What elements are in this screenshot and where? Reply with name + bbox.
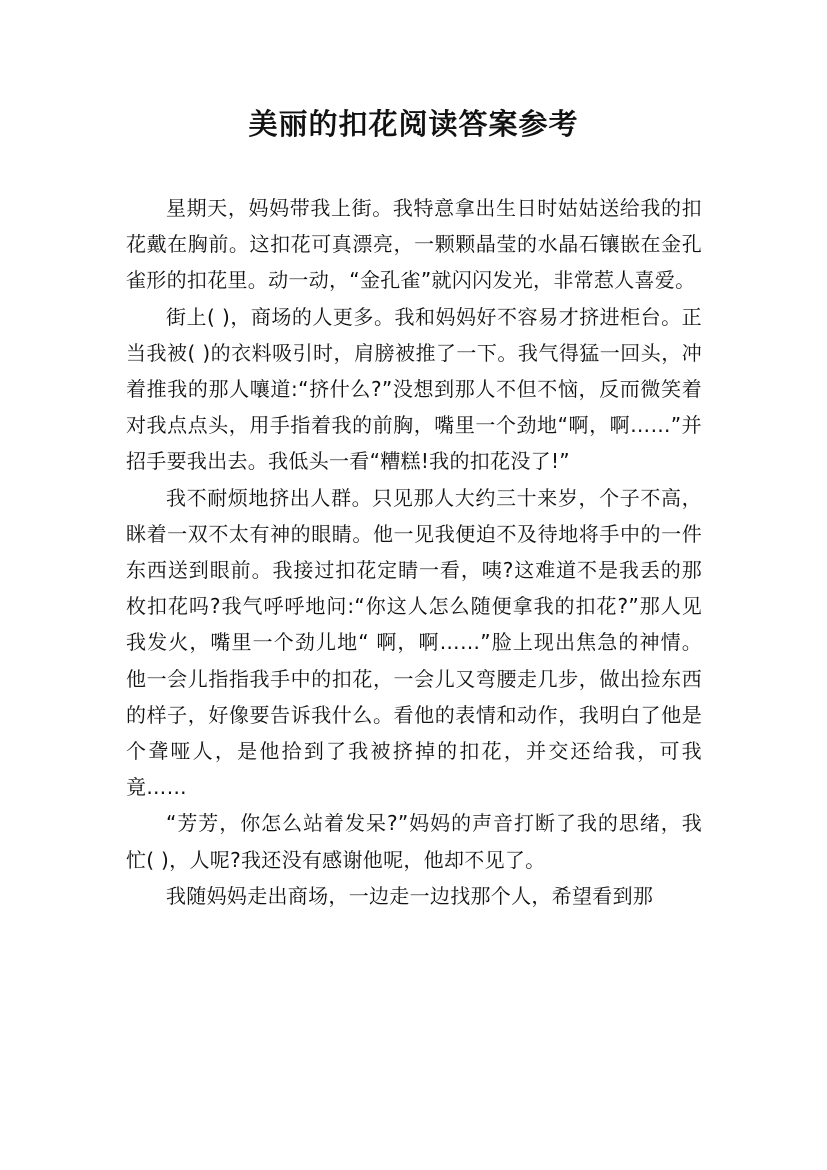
paragraph-3: 我不耐烦地挤出人群。只见那人大约三十来岁，个子不高，眯着一双不太有神的眼睛。他一见我便迫不及待地将手中的一件东西送到眼前。我接过扣花定睛一看，咦?这难道不是我丢的那枚扣花吗?我气呼呼地问:“你这人怎么随便拿我的扣花?”那人见我发火，嘴里一个劲儿地“ 啊，啊……”脸上现出焦急的神情。他一会儿指指我手中的扣花，一会儿又弯腰走几步，做出捡东西的样子，好像要告诉我什么。看他的表情和动作，我明白了他是个聋哑人，是他拾到了我被挤掉的扣花，并交还给我，可我竟……	[126, 485, 702, 800]
document-body	[126, 190, 702, 914]
paragraph-5: 我随妈妈走出商场，一边走一边找那个人，希望看到那	[166, 883, 654, 908]
paragraph-2: 街上( )，商场的人更多。我和妈妈好不容易才挤进柜台。正当我被( )的衣料吸引时，肩膀被推了一下。我气得猛一回头，冲着推我的那人嚷道:“挤什么?”没想到那人不但不恼，反而微笑着对我点点头，用手指着我的前胸，嘴里一个劲地“啊，啊……”并招手要我出去。我低头一看“糟糕!我的扣花没了!”	[126, 304, 702, 474]
paragraph-1: 星期天，妈妈带我上街。我特意拿出生日时姑姑送给我的扣花戴在胸前。这扣花可真漂亮，一颗颗晶莹的水晶石镶嵌在金孔雀形的扣花里。动一动，“金孔雀”就闪闪发光，非常惹人喜爱。	[126, 196, 702, 293]
paragraph-4: “芳芳，你怎么站着发呆?”妈妈的声音打断了我的思绪，我忙( )，人呢?我还没有感谢他呢，他却不见了。	[126, 811, 702, 872]
document-title: 美丽的扣花阅读答案参考	[248, 107, 579, 141]
